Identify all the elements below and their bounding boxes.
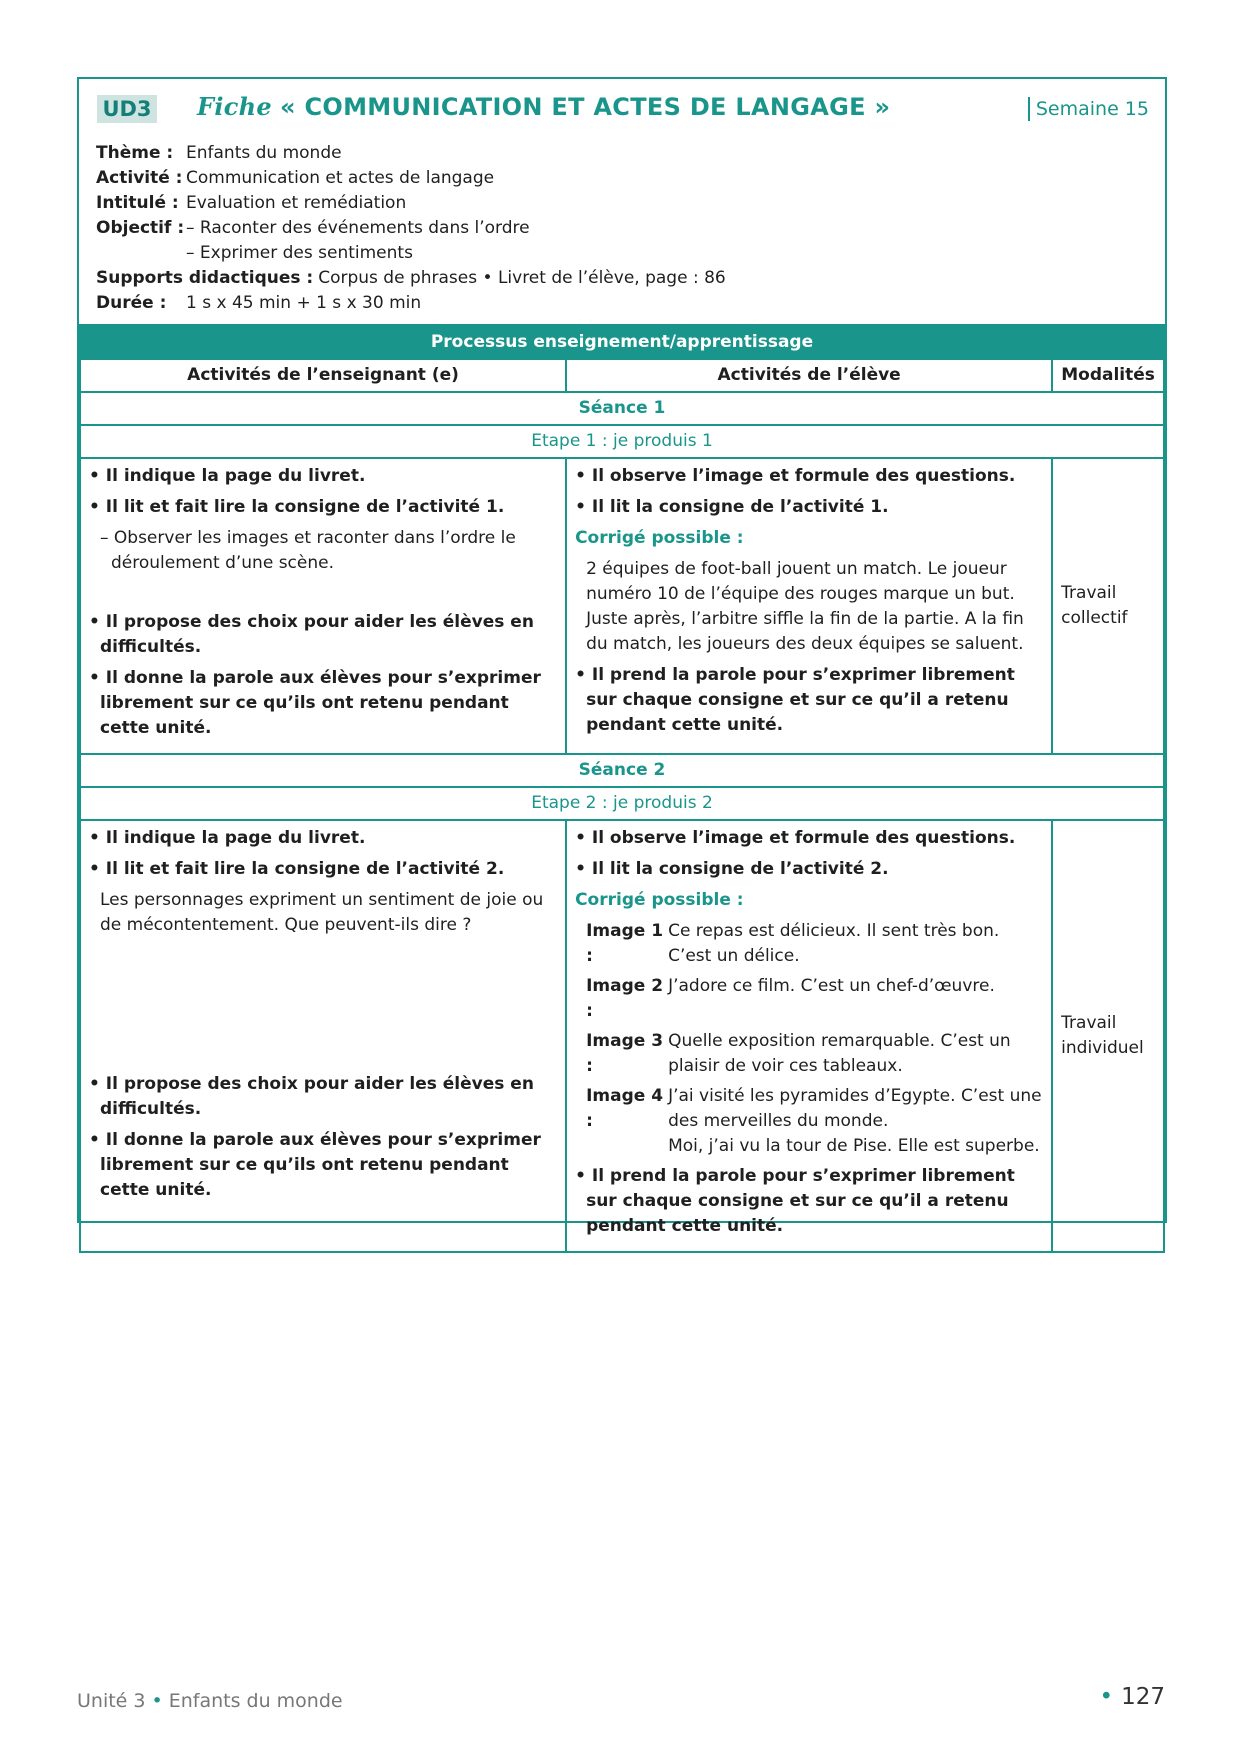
week-label: Semaine 15 [1028, 97, 1149, 121]
list-item: • Il donne la parole aux élèves pour s’exprimer librement sur ce qu’ils ont retenu pendant cette unité. [89, 668, 541, 738]
image-answer-3 [586, 1029, 1043, 1079]
answer-text: 2 équipes de foot-ball jouent un match. Le joueur numéro 10 de l’équipe des rouges marque un but. Juste après, l’arbitre siffle la fin de la partie. A la fin du match, les joueurs des deux équipes se saluent. [586, 559, 1024, 654]
list-item: • Il observe l’image et formule des questions. [575, 466, 1016, 486]
objectif-key: Objectif : [96, 218, 185, 238]
theme-key: Thème : [96, 143, 174, 163]
process-table [79, 324, 1165, 1253]
lesson-sheet [77, 77, 1167, 1236]
theme-value: Enfants du monde [186, 143, 342, 163]
col-student-header: Activités de l’élève [566, 359, 1052, 392]
student-activities-2 [566, 820, 1052, 1252]
image-text: J’ai visité les pyramides d’Egypte. C’est une des merveilles du monde. [668, 1086, 1042, 1131]
process-heading: Processus enseignement/apprentissage [80, 325, 1164, 359]
list-item: • Il lit et fait lire la consigne de l’activité 1. [89, 497, 505, 517]
image-answer-4 [586, 1084, 1043, 1159]
list-item: • Il observe l’image et formule des questions. [575, 828, 1016, 848]
list-item: • Il donne la parole aux élèves pour s’exprimer librement sur ce qu’ils ont retenu pendant cette unité. [89, 1130, 541, 1200]
footer-unit-label: Unité 3 [77, 1690, 146, 1712]
list-item: • Il propose des choix pour aider les élèves en difficultés. [89, 1074, 534, 1119]
col-modal-header: Modalités [1052, 359, 1164, 392]
footer-separator: • [151, 1690, 163, 1712]
modalite-line-1: Travail [1061, 583, 1117, 603]
unit-badge: UD3 [97, 95, 157, 123]
etape-1-heading: Etape 1 : je produis 1 [80, 425, 1164, 458]
duree-key: Durée : [96, 293, 167, 313]
image-text: Moi, j’ai vu la tour de Pise. Elle est superbe. [668, 1136, 1040, 1156]
footer-unit [77, 1690, 343, 1712]
image-label: Image 2 : [586, 976, 664, 1021]
modalite-line-1: Travail [1061, 1013, 1117, 1033]
sheet-header [79, 79, 1165, 324]
teacher-activities-1 [80, 458, 566, 754]
etape-2-heading: Etape 2 : je produis 2 [80, 787, 1164, 820]
page-title [197, 92, 890, 121]
col-teacher-header: Activités de l’enseignant (e) [80, 359, 566, 392]
supports-value: Corpus de phrases • Livret de l’élève, page : 86 [318, 268, 726, 288]
list-item: • Il prend la parole pour s’exprimer librement sur chaque consigne et sur ce qu’il a retenu pendant cette unité. [575, 665, 1015, 735]
fiche-label: Fiche [197, 92, 272, 121]
page-number-value: 127 [1121, 1684, 1165, 1710]
corrige-label: Corrigé possible : [575, 890, 744, 910]
page-number [1100, 1684, 1165, 1710]
image-answer-1 [586, 919, 1043, 969]
modalite-line-2: collectif [1061, 608, 1128, 628]
image-label: Image 1 : [586, 921, 664, 966]
instruction-text: Les personnages expriment un sentiment de joie ou de mécontentement. Que peuvent-ils dire ? [100, 890, 544, 935]
duree-value: 1 s x 45 min + 1 s x 30 min [186, 293, 422, 313]
seance-1-heading: Séance 1 [80, 392, 1164, 425]
student-activities-1 [566, 458, 1052, 754]
image-answer-2 [586, 974, 1043, 1024]
list-item: • Il propose des choix pour aider les élèves en difficultés. [89, 612, 534, 657]
seance-2-heading: Séance 2 [80, 754, 1164, 787]
activite-key: Activité : [96, 168, 183, 188]
list-item: • Il lit et fait lire la consigne de l’activité 2. [89, 859, 505, 879]
title-text: « COMMUNICATION ET ACTES DE LANGAGE » [280, 93, 891, 121]
teacher-activities-2 [80, 820, 566, 1252]
meta-block [96, 141, 726, 316]
intitule-key: Intitulé : [96, 193, 179, 213]
supports-key: Supports didactiques : [96, 268, 314, 288]
list-item: • Il lit la consigne de l’activité 2. [575, 859, 889, 879]
instruction-text: – Observer les images et raconter dans l’ordre le déroulement d’une scène. [100, 528, 516, 573]
corrige-label: Corrigé possible : [575, 528, 744, 548]
image-text: Ce repas est délicieux. Il sent très bon. C’est un délice. [668, 921, 1000, 966]
activite-value: Communication et actes de langage [186, 168, 495, 188]
image-label: Image 3 : [586, 1031, 664, 1076]
page-dot: • [1099, 1684, 1114, 1710]
image-text: Quelle exposition remarquable. C’est un plaisir de voir ces tableaux. [668, 1031, 1011, 1076]
footer-theme: Enfants du monde [168, 1690, 343, 1712]
objectif-value-2: – Exprimer des sentiments [186, 243, 413, 263]
image-text: J’adore ce film. C’est un chef-d’œuvre. [668, 976, 995, 996]
intitule-value: Evaluation et remédiation [186, 193, 407, 213]
list-item: • Il indique la page du livret. [89, 828, 366, 848]
list-item: • Il prend la parole pour s’exprimer librement sur chaque consigne et sur ce qu’il a retenu pendant cette unité. [575, 1166, 1015, 1236]
modalite-line-2: individuel [1061, 1038, 1144, 1058]
image-label: Image 4 : [586, 1086, 664, 1131]
list-item: • Il lit la consigne de l’activité 1. [575, 497, 889, 517]
modalite-1 [1052, 458, 1164, 754]
list-item: • Il indique la page du livret. [89, 466, 366, 486]
modalite-2 [1052, 820, 1164, 1252]
objectif-value-1: – Raconter des événements dans l’ordre [186, 218, 530, 238]
